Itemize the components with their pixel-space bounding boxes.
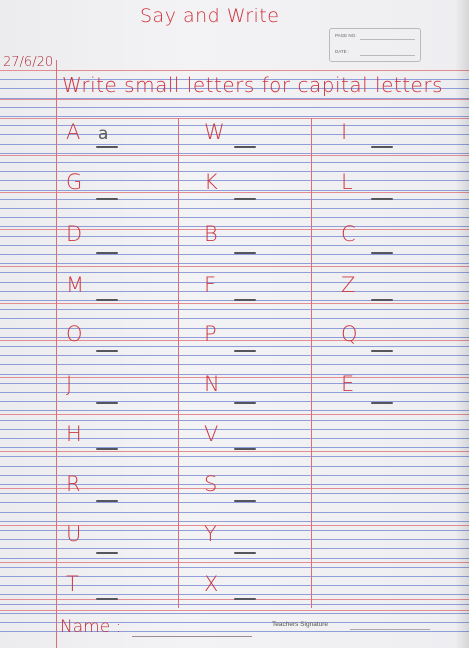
capital-letter-i: I (341, 120, 348, 144)
blue-rule-line (0, 217, 469, 218)
capital-letter-q: Q (341, 322, 358, 346)
answer-blank-s[interactable] (234, 500, 256, 502)
blue-rule-line (0, 456, 469, 457)
capital-letter-w: W (204, 120, 225, 144)
answer-blank-v[interactable] (234, 448, 256, 450)
capital-letter-c: C (341, 222, 356, 246)
capital-letter-p: P (204, 322, 217, 346)
small-letter-answer: a (98, 124, 109, 144)
blue-rule-line (0, 567, 469, 568)
answer-blank-f[interactable] (234, 299, 256, 301)
red-rule-line (0, 266, 469, 267)
blue-rule-line (0, 208, 469, 209)
answer-blank-r[interactable] (96, 500, 118, 502)
answer-blank-m[interactable] (96, 299, 118, 301)
page-title: Say and Write (140, 5, 280, 27)
blue-rule-line (0, 410, 469, 411)
answer-blank-y[interactable] (234, 552, 256, 554)
blue-rule-line (0, 263, 469, 264)
red-rule-line (0, 451, 469, 452)
answer-blank-p[interactable] (234, 350, 256, 352)
red-rule-line (0, 70, 469, 71)
answer-blank-z[interactable] (371, 299, 393, 301)
answer-blank-n[interactable] (234, 402, 256, 404)
capital-letter-t: T (66, 572, 79, 596)
answer-blank-t[interactable] (96, 598, 118, 600)
capital-letter-h: H (66, 422, 82, 446)
column-divider-1 (178, 118, 179, 608)
blue-rule-line (0, 116, 469, 117)
blue-rule-line (0, 346, 469, 347)
capital-letter-k: K (204, 170, 218, 194)
red-rule-line (0, 562, 469, 563)
blue-rule-line (0, 153, 469, 154)
red-rule-line (0, 610, 469, 611)
answer-blank-w[interactable] (234, 146, 256, 148)
name-label: Name : (60, 617, 122, 637)
blue-rule-line (0, 355, 469, 356)
page-no-line (360, 39, 415, 40)
red-rule-line (0, 414, 469, 415)
column-divider-2 (311, 118, 312, 608)
page-no-label: PAGE NO. (335, 33, 357, 38)
capital-letter-g: G (66, 170, 83, 194)
red-rule-line (0, 118, 469, 119)
capital-letter-j: J (66, 372, 73, 396)
blue-rule-line (0, 309, 469, 310)
capital-letter-v: V (204, 422, 219, 446)
answer-blank-c[interactable] (371, 252, 393, 254)
blue-rule-line (0, 162, 469, 163)
blue-rule-line (0, 613, 469, 614)
capital-letter-o: O (66, 322, 83, 346)
blue-rule-line (0, 466, 469, 467)
capital-letter-x: X (204, 572, 219, 596)
answer-blank-o[interactable] (96, 350, 118, 352)
page-number-box (329, 28, 421, 62)
answer-blank-a[interactable] (96, 146, 118, 148)
answer-blank-l[interactable] (371, 198, 393, 200)
capital-letter-a: A (66, 120, 81, 144)
capital-letter-e: E (341, 372, 355, 396)
blue-rule-line (0, 144, 469, 145)
blue-rule-line (0, 318, 469, 319)
blue-rule-line (0, 512, 469, 513)
capital-letter-d: D (66, 222, 83, 246)
signature-line[interactable] (350, 629, 430, 630)
handwritten-date: 27/6/20 (3, 55, 54, 70)
exercise-heading: Write small letters for capital letters (62, 73, 444, 97)
answer-blank-q[interactable] (371, 350, 393, 352)
date-label: DATE : (335, 49, 350, 54)
blue-rule-line (0, 420, 469, 421)
red-rule-line (0, 99, 469, 100)
blue-rule-line (0, 502, 469, 503)
capital-letter-n: N (204, 372, 220, 396)
date-line (360, 55, 415, 56)
answer-blank-i[interactable] (371, 146, 393, 148)
capital-letter-z: Z (341, 273, 356, 297)
capital-letter-s: S (204, 472, 218, 496)
answer-blank-d[interactable] (96, 252, 118, 254)
signature-label: Teachers Signature (272, 621, 329, 628)
capital-letter-b: B (204, 222, 218, 246)
answer-blank-b[interactable] (234, 252, 256, 254)
red-rule-line (0, 303, 469, 304)
page-edge-shadow (455, 0, 469, 648)
blue-rule-line (0, 364, 469, 365)
answer-blank-u[interactable] (96, 552, 118, 554)
red-rule-line (0, 155, 469, 156)
blue-rule-line (0, 107, 469, 108)
capital-letter-r: R (66, 472, 81, 496)
answer-blank-g[interactable] (96, 198, 118, 200)
answer-blank-k[interactable] (234, 198, 256, 200)
capital-letter-l: L (341, 170, 353, 194)
answer-blank-h[interactable] (96, 448, 118, 450)
capital-letter-m: M (66, 273, 85, 297)
blue-rule-line (0, 548, 469, 549)
blue-rule-line (0, 254, 469, 255)
capital-letter-f: F (204, 273, 217, 297)
answer-blank-e[interactable] (371, 402, 393, 404)
left-margin-line (56, 60, 57, 648)
blue-rule-line (0, 604, 469, 605)
capital-letter-y: Y (204, 522, 217, 546)
answer-blank-x[interactable] (234, 598, 256, 600)
name-field-line[interactable] (132, 636, 252, 637)
capital-letter-u: U (66, 522, 82, 546)
blue-rule-line (0, 558, 469, 559)
answer-blank-j[interactable] (96, 402, 118, 404)
